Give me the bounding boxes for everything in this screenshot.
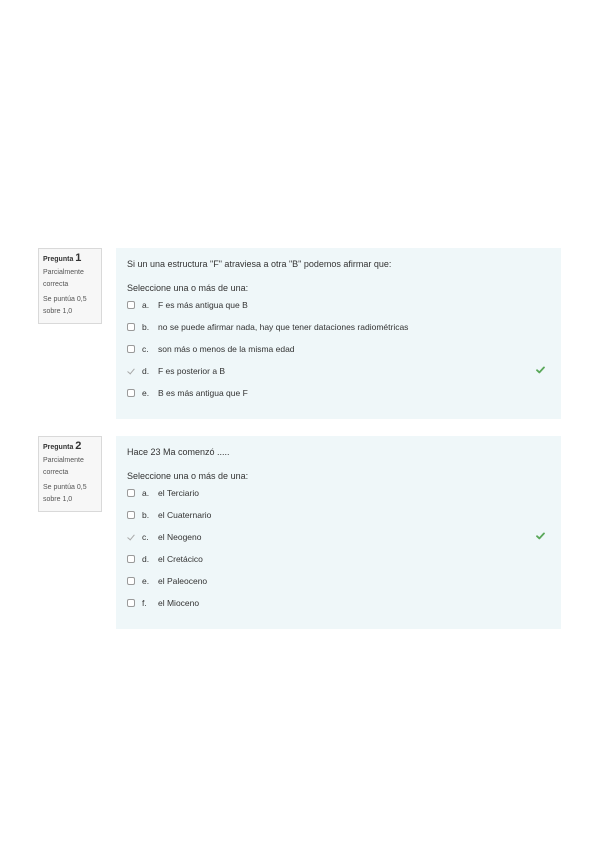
question-text: Si un una estructura "F" atraviesa a otra "B" podemos afirmar que: — [127, 259, 392, 269]
question-label: Pregunta — [43, 444, 74, 451]
answer-checkbox[interactable] — [127, 599, 135, 607]
answer-text: el Cretácico — [158, 554, 203, 564]
answer-checkbox[interactable] — [127, 323, 135, 331]
question-info — [38, 436, 102, 512]
answer-text: B es más antigua que F — [158, 388, 248, 398]
answer-text: no se puede afirmar nada, hay que tener dataciones radiométricas — [158, 322, 409, 332]
answer-checkbox[interactable] — [127, 511, 135, 519]
answer-checkbox[interactable] — [127, 489, 135, 497]
answer-text: el Paleoceno — [158, 576, 208, 586]
answer-option-d[interactable] — [127, 548, 550, 570]
answer-letter: d. — [142, 554, 150, 564]
answer-checkbox[interactable] — [127, 345, 135, 353]
question-content — [116, 248, 561, 419]
question-grade: Se puntúa 0,5 sobre 1,0 — [43, 296, 87, 315]
answer-letter: b. — [142, 322, 150, 332]
question-state: Parcialmente correcta — [43, 457, 84, 476]
answer-letter: b. — [142, 510, 150, 520]
answer-checkbox[interactable] — [127, 555, 135, 563]
answer-option-a[interactable] — [127, 294, 550, 316]
answer-text: F es más antigua que B — [158, 300, 248, 310]
answer-text: el Terciario — [158, 488, 199, 498]
answer-letter: e. — [142, 388, 150, 398]
answer-letter: a. — [142, 488, 150, 498]
answer-option-e[interactable] — [127, 570, 550, 592]
answer-letter: c. — [142, 532, 149, 542]
answer-letter: f. — [142, 598, 147, 608]
question-text: Hace 23 Ma comenzó ..... — [127, 447, 230, 457]
answer-text: el Neogeno — [158, 532, 202, 542]
question-content — [116, 436, 561, 629]
answer-prompt: Seleccione una o más de una: — [127, 471, 249, 481]
answer-letter: d. — [142, 366, 150, 376]
answer-prompt: Seleccione una o más de una: — [127, 283, 249, 293]
question-grade: Se puntúa 0,5 sobre 1,0 — [43, 484, 87, 503]
question-number-value: 1 — [75, 252, 82, 264]
answer-text: el Mioceno — [158, 598, 200, 608]
answer-option-c[interactable] — [127, 338, 550, 360]
answer-option-e[interactable] — [127, 382, 550, 404]
question-number-value: 2 — [75, 440, 82, 452]
answer-option-c[interactable] — [127, 526, 550, 548]
check-icon — [536, 366, 544, 374]
answer-text: el Cuaternario — [158, 510, 212, 520]
answer-checkbox-checked[interactable] — [127, 533, 135, 541]
answer-option-d[interactable] — [127, 360, 550, 382]
answer-option-a[interactable] — [127, 482, 550, 504]
answer-checkbox-checked[interactable] — [127, 367, 135, 375]
answer-option-b[interactable] — [127, 316, 550, 338]
question-info — [38, 248, 102, 324]
answer-checkbox[interactable] — [127, 577, 135, 585]
answer-checkbox[interactable] — [127, 301, 135, 309]
answer-letter: c. — [142, 344, 149, 354]
check-icon — [536, 532, 544, 540]
answer-checkbox[interactable] — [127, 389, 135, 397]
question-number — [43, 253, 97, 265]
answer-text: son más o menos de la misma edad — [158, 344, 295, 354]
answer-list — [127, 482, 550, 614]
answer-text: F es posterior a B — [158, 366, 226, 376]
question-state: Parcialmente correcta — [43, 269, 84, 288]
answer-option-f[interactable] — [127, 592, 550, 614]
answer-letter: e. — [142, 576, 150, 586]
answer-list — [127, 294, 550, 404]
answer-option-b[interactable] — [127, 504, 550, 526]
question-label: Pregunta — [43, 256, 74, 263]
question-number — [43, 441, 97, 453]
answer-letter: a. — [142, 300, 150, 310]
